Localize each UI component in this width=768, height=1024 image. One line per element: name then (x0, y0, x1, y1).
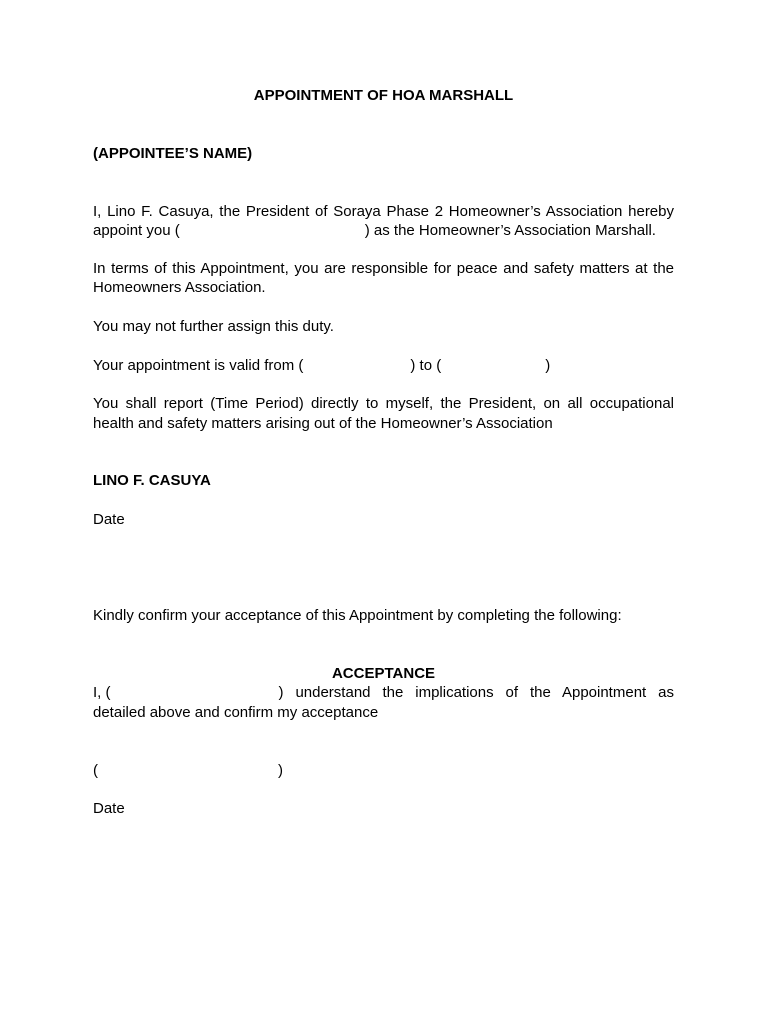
validity-start: Your appointment is valid from ( (93, 357, 304, 374)
para1-line2-end: ) as the Homeowner’s Association Marshall. (364, 222, 656, 239)
confirm-text: Kindly confirm your acceptance of this Appointment by completing the following: (93, 607, 622, 624)
acceptance-line1-start: I, ( (93, 684, 111, 701)
validity-middle: ) to ( (410, 357, 442, 374)
para2-line1: In terms of this Appointment, you are responsible for peace and safety matters at the (93, 260, 674, 277)
appointee-heading: (APPOINTEE’S NAME) (93, 145, 253, 162)
para5-line2: health and safety matters arising out of the Homeowner’s Association (93, 415, 553, 432)
validity-end: ) (545, 357, 551, 374)
para1-line2-start: appoint you ( (93, 222, 180, 239)
acceptance-signature-line (93, 761, 674, 781)
acceptance-line1-end: ) understand the implications of the Appointment as (278, 684, 674, 701)
document-title: APPOINTMENT OF HOA MARSHALL (253, 87, 514, 104)
acceptance-line1-start-group (93, 683, 279, 703)
signatory-date-label: Date (93, 511, 125, 528)
acceptance-heading: ACCEPTANCE (331, 665, 436, 682)
acceptance-line1 (93, 683, 674, 703)
para2-line2: Homeowners Association. (93, 279, 266, 296)
signature-open: ( (93, 762, 98, 779)
signatory-name: LINO F. CASUYA (93, 472, 211, 489)
para3: You may not further assign this duty. (93, 318, 334, 335)
para1-line2 (93, 221, 674, 241)
signature-close: ) (278, 762, 283, 779)
para5-line1: You shall report (Time Period) directly to myself, the President, on all occupational (93, 395, 674, 412)
acceptance-date-label: Date (93, 800, 125, 817)
validity-line (93, 356, 674, 376)
para1-line1: I, Lino F. Casuya, the President of Soraya Phase 2 Homeowner’s Association hereby (93, 203, 674, 220)
acceptance-line2: detailed above and confirm my acceptance (93, 704, 379, 721)
